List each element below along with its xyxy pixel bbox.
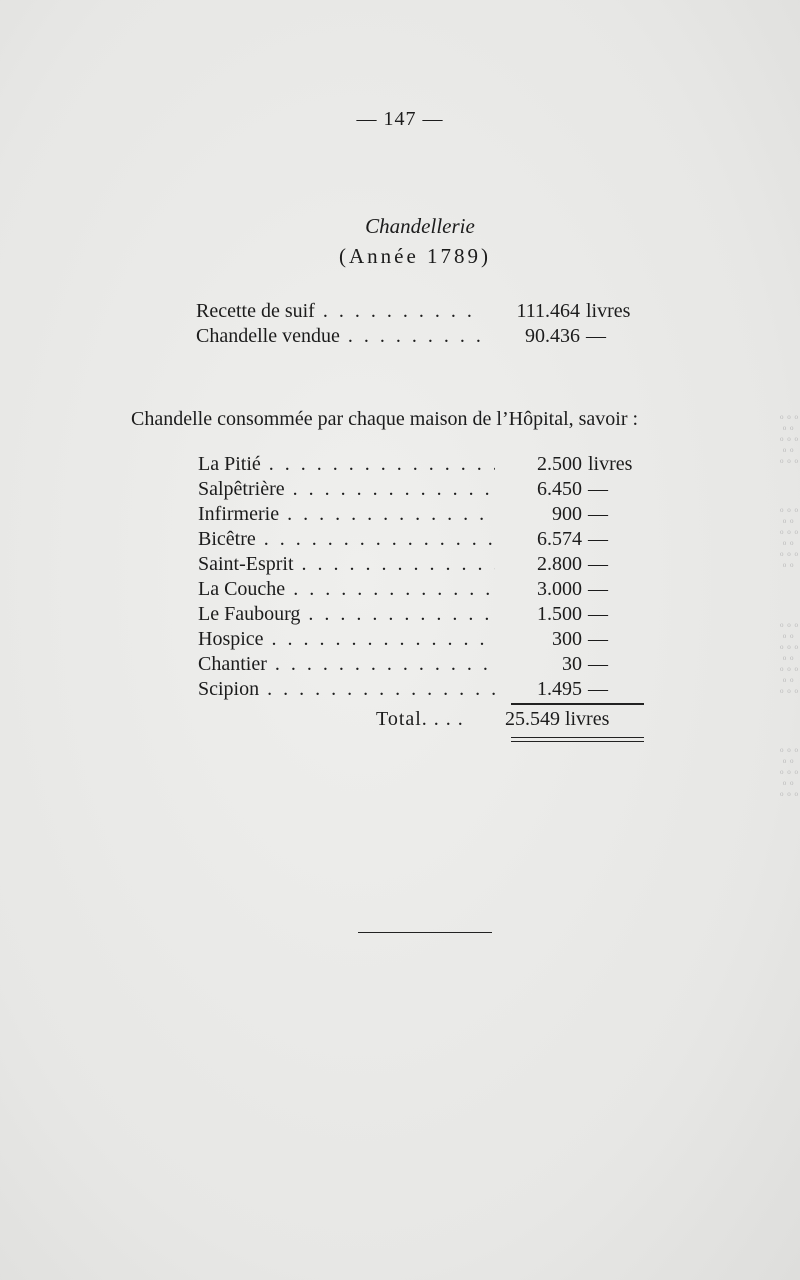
house-unit: — bbox=[588, 678, 608, 700]
intro-text: Chandelle consommée par chaque maison de l’Hôpital, savoir : bbox=[131, 408, 639, 430]
total-value: 25.549 livres bbox=[504, 708, 610, 730]
house-unit: — bbox=[588, 603, 608, 625]
house-value: 300 bbox=[552, 628, 582, 650]
receipt-row bbox=[196, 325, 646, 350]
house-row bbox=[198, 528, 648, 553]
house-unit: — bbox=[588, 578, 608, 600]
house-row bbox=[198, 503, 648, 528]
house-label: Chantier . . . bbox=[198, 653, 495, 676]
total-label: Total. . . . bbox=[376, 708, 464, 730]
section-title: Chandellerie bbox=[365, 214, 475, 238]
binding-holes-decoration: o o o o o o o o o o o o o o o o o o bbox=[780, 621, 799, 695]
house-row bbox=[198, 628, 648, 653]
house-row bbox=[198, 653, 648, 678]
house-row bbox=[198, 678, 648, 703]
house-value: 2.800 bbox=[537, 553, 582, 575]
house-label: Scipion . . . bbox=[198, 678, 495, 701]
receipt-label: Chandelle vendue . . . bbox=[196, 325, 484, 348]
section-end-rule bbox=[358, 932, 492, 933]
house-unit: — bbox=[588, 553, 608, 575]
house-label: Bicêtre . . . bbox=[198, 528, 495, 551]
house-unit: livres bbox=[588, 453, 633, 475]
receipt-unit: livres bbox=[586, 300, 631, 322]
receipt-value: 111.464 bbox=[516, 300, 580, 322]
house-row bbox=[198, 453, 648, 478]
year-subtitle: (Année 1789) bbox=[338, 244, 492, 268]
receipt-row bbox=[196, 300, 646, 325]
house-unit: — bbox=[588, 478, 608, 500]
house-label: Infirmerie . . . bbox=[198, 503, 495, 526]
house-unit: — bbox=[588, 528, 608, 550]
house-label: La Pitié . . . bbox=[198, 453, 495, 476]
house-value: 1.495 bbox=[537, 678, 582, 700]
house-row bbox=[198, 603, 648, 628]
house-unit: — bbox=[588, 653, 608, 675]
total-double-rule bbox=[511, 737, 644, 742]
house-value: 3.000 bbox=[537, 578, 582, 600]
house-label: Hospice . . . bbox=[198, 628, 495, 651]
house-value: 6.574 bbox=[537, 528, 582, 550]
binding-holes-decoration: o o o o o o o o o o o o o bbox=[780, 746, 799, 798]
house-label: Le Faubourg . . . bbox=[198, 603, 495, 626]
binding-holes-decoration: o o o o o o o o o o o o o bbox=[780, 413, 799, 465]
house-label: Salpêtrière . . . bbox=[198, 478, 495, 501]
page-number: — 147 — bbox=[356, 108, 444, 130]
house-value: 900 bbox=[552, 503, 582, 525]
house-row bbox=[198, 553, 648, 578]
sum-rule bbox=[511, 703, 644, 705]
house-label: La Couche . . . bbox=[198, 578, 495, 601]
house-unit: — bbox=[588, 628, 608, 650]
receipt-label: Recette de suif . . . bbox=[196, 300, 484, 323]
house-value: 1.500 bbox=[537, 603, 582, 625]
house-value: 30 bbox=[562, 653, 582, 675]
receipt-value: 90.436 bbox=[525, 325, 580, 347]
house-unit: — bbox=[588, 503, 608, 525]
house-value: 6.450 bbox=[537, 478, 582, 500]
total-row bbox=[376, 708, 648, 733]
binding-holes-decoration: o o o o o o o o o o o o o o o bbox=[780, 506, 799, 569]
house-row bbox=[198, 578, 648, 603]
house-label: Saint-Esprit . . . bbox=[198, 553, 495, 576]
receipt-unit: — bbox=[586, 325, 606, 347]
house-value: 2.500 bbox=[537, 453, 582, 475]
house-row bbox=[198, 478, 648, 503]
